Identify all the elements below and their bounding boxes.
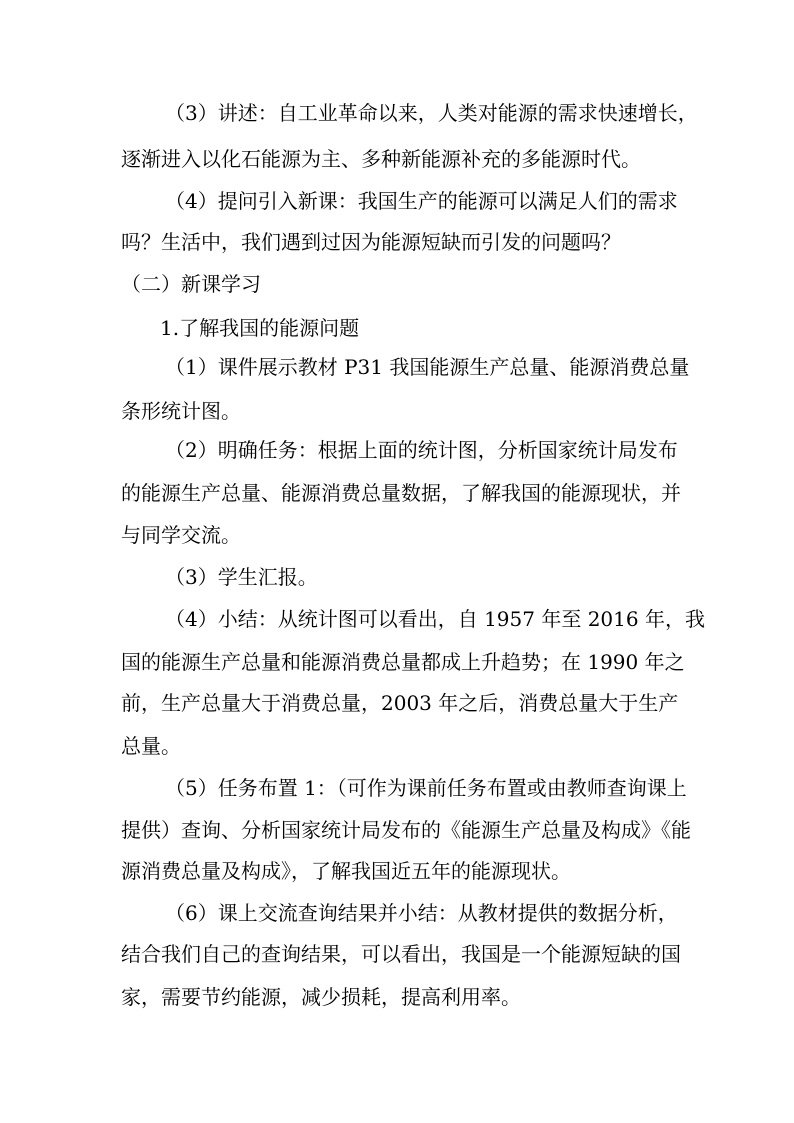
item-1-line-1: （1）课件展示教材 P31 我国能源生产总量、能源消费总量 bbox=[165, 355, 690, 379]
item-5-line-3: 源消费总量及构成》，了解我国近五年的能源现状。 bbox=[121, 859, 571, 883]
paragraph-3-line-2: 逐渐进入以化石能源为主、多种新能源补充的多能源时代。 bbox=[121, 147, 641, 171]
paragraph-4-line-1: （4）提问引入新课：我国生产的能源可以满足人们的需求 bbox=[165, 189, 678, 213]
item-6-line-3: 家，需要节约能源，减少损耗，提高利用率。 bbox=[121, 985, 521, 1009]
item-4-line-3: 前，生产总量大于消费总量，2003 年之后，消费总量大于生产 bbox=[121, 691, 679, 715]
item-4-line-4: 总量。 bbox=[121, 734, 181, 758]
item-4-line-2: 国的能源生产总量和能源消费总量都成上升趋势；在 1990 年之 bbox=[121, 650, 685, 674]
item-2-line-3: 与同学交流。 bbox=[121, 523, 241, 547]
item-5-line-1: （5）任务布置 1：（可作为课前任务布置或由教师查询课上 bbox=[165, 776, 687, 800]
item-6-line-1: （6）课上交流查询结果并小结：从教材提供的数据分析， bbox=[165, 901, 678, 925]
paragraph-3-line-1: （3）讲述：自工业革命以来，人类对能源的需求快速增长， bbox=[165, 101, 698, 125]
item-6-line-2: 结合我们自己的查询结果，可以看出，我国是一个能源短缺的国 bbox=[121, 942, 681, 966]
item-2-line-1: （2）明确任务：根据上面的统计图，分析国家统计局发布 bbox=[165, 438, 678, 462]
item-2-line-2: 的能源生产总量、能源消费总量数据，了解我国的能源现状，并 bbox=[121, 481, 681, 505]
subsection-heading: 1.了解我国的能源问题 bbox=[160, 316, 360, 340]
item-3-line-1: （3）学生汇报。 bbox=[165, 565, 318, 589]
item-1-line-2: 条形统计图。 bbox=[121, 399, 241, 423]
paragraph-4-line-2: 吗？生活中，我们遇到过因为能源短缺而引发的问题吗？ bbox=[121, 230, 621, 254]
item-5-line-2: 提供）查询、分析国家统计局发布的《能源生产总量及构成》《能 bbox=[121, 818, 691, 842]
item-4-line-1: （4）小结：从统计图可以看出，自 1957 年至 2016 年，我 bbox=[165, 607, 705, 631]
section-heading: （二）新课学习 bbox=[121, 272, 261, 296]
